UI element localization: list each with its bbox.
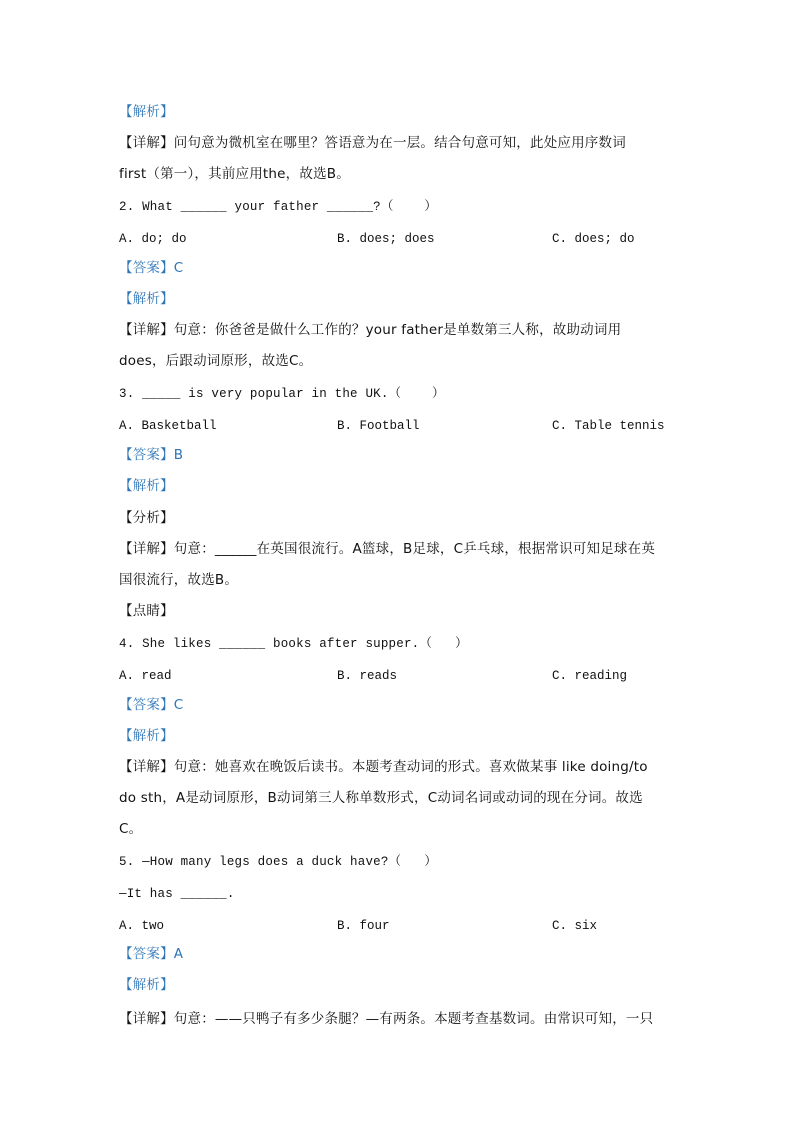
analysis-heading: 【解析】 <box>119 977 174 993</box>
analysis-heading: 【解析】 <box>119 291 174 307</box>
option-c: C. reading <box>552 669 628 683</box>
explanation-line: 国很流行，故选B。 <box>119 572 239 588</box>
answer-label: 【答案】B <box>119 447 184 463</box>
option-b: B. does; does <box>337 232 435 246</box>
explanation-line: does，后跟动词原形，故选C。 <box>119 353 313 369</box>
explanation-line: 【详解】句意：你爸爸是做什么工作的？your father是单数第三人称，故助动词用 <box>119 322 622 338</box>
explanation-line: do sth，A是动词原形，B动词第三人称单数形式，C动词名词或动词的现在分词。故选 <box>119 790 643 806</box>
explanation-line: first（第一），其前应用the，故选B。 <box>119 166 350 182</box>
question-2: 2. What ______ your father ______?（ ） <box>119 200 438 214</box>
option-a: A. Basketball <box>119 419 217 433</box>
explanation-line: 【详解】句意：______在英国很流行。A篮球，B足球，C乒乓球，根据常识可知足球在英 <box>119 541 656 557</box>
analysis-heading: 【解析】 <box>119 478 174 494</box>
analysis-heading: 【解析】 <box>119 728 174 744</box>
question-3: 3. _____ is very popular in the UK.（ ） <box>119 387 445 401</box>
option-a: A. do; do <box>119 232 187 246</box>
question-5-response: —It has ______. <box>119 887 235 901</box>
answer-label: 【答案】C <box>119 260 184 276</box>
option-b: B. four <box>337 919 390 933</box>
explanation-line: 【详解】句意：——只鸭子有多少条腿？—有两条。本题考查基数词。由常识可知，一只 <box>119 1011 654 1027</box>
question-4: 4. She likes ______ books after supper.（ ） <box>119 637 468 651</box>
analysis-heading: 【解析】 <box>119 104 174 120</box>
option-c: C. six <box>552 919 598 933</box>
option-a: A. read <box>119 669 172 683</box>
analysis-subheading: 【分析】 <box>119 510 174 526</box>
explanation-line: 【详解】问句意为微机室在哪里？答语意为在一层。结合句意可知，此处应用序数词 <box>119 135 626 151</box>
answer-label: 【答案】C <box>119 697 184 713</box>
option-b: B. Football <box>337 419 420 433</box>
option-b: B. reads <box>337 669 398 683</box>
option-c: C. Table tennis <box>552 419 665 433</box>
question-5: 5. —How many legs does a duck have?（ ） <box>119 855 438 869</box>
option-c: C. does; do <box>552 232 635 246</box>
explanation-line: 【详解】句意：她喜欢在晚饭后读书。本题考查动词的形式。喜欢做某事 like doing/to <box>119 759 648 775</box>
tip-heading: 【点睛】 <box>119 603 174 619</box>
option-a: A. two <box>119 919 165 933</box>
answer-label: 【答案】A <box>119 946 184 962</box>
explanation-line: C。 <box>119 821 143 837</box>
